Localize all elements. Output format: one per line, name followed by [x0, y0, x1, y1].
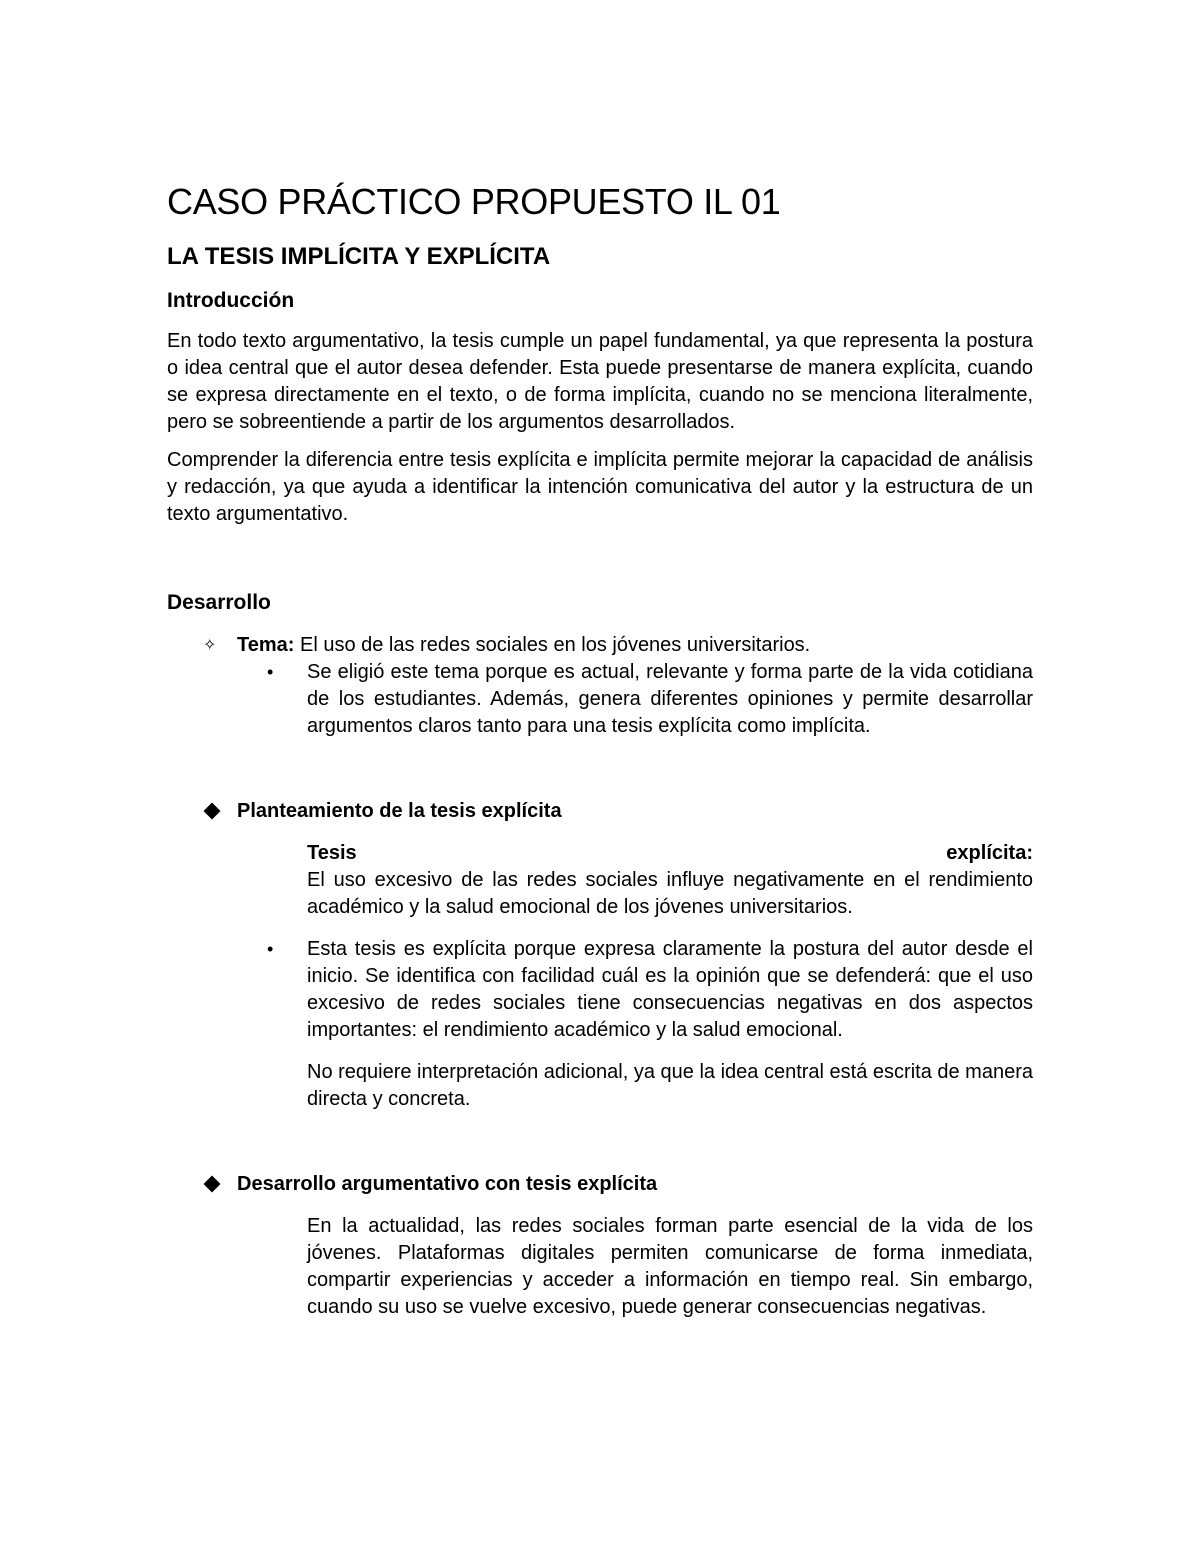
- document-page: [167, 180, 1033, 1321]
- argumentativo-heading: Desarrollo argumentativo con tesis explícita: [237, 1173, 658, 1195]
- tesis-statement: El uso excesivo de las redes sociales influye negativamente en el rendimiento académico y la salud emocional de los jóvenes universitarios.: [307, 869, 1033, 918]
- argumentativo-list-item: [167, 1171, 1033, 1198]
- tesis-note: No requiere interpretación adicional, ya que la idea central está escrita de manera directa y concreta.: [307, 1061, 1033, 1110]
- tema-reason-item: [167, 659, 1033, 740]
- four-star-bullet-icon: ✧: [203, 637, 217, 654]
- planteamiento-heading: Planteamiento de la tesis explícita: [237, 800, 562, 822]
- tesis-label-word-1: Tesis: [307, 842, 357, 864]
- tesis-block: [167, 840, 1033, 921]
- diamond-bullet-icon: [203, 1171, 233, 1198]
- argumentativo-paragraph: En la actualidad, las redes sociales forman parte esencial de la vida de los jóvenes. Plataformas digitales permiten comunicarse de forma inmediata, compartir experiencias y acceder a información en tiempo real. Sin embargo, cuando su uso se vuelve excesivo, puede generar consecuencias negativas.: [307, 1215, 1033, 1318]
- desarrollo-heading: Desarrollo: [167, 591, 271, 614]
- intro-paragraph-2: Comprender la diferencia entre tesis explícita e implícita permite mejorar la capacidad de análisis y redacción, ya que ayuda a identificar la intención comunicativa del autor y la estructura de un texto argumentativo.: [167, 449, 1033, 525]
- tema-text: El uso de las redes sociales en los jóvenes universitarios.: [294, 634, 811, 656]
- dot-bullet-icon: •: [267, 662, 274, 682]
- document-title: CASO PRÁCTICO PROPUESTO IL 01: [167, 181, 781, 222]
- tema-label: Tema:: [237, 634, 295, 656]
- intro-heading: Introducción: [167, 289, 295, 312]
- dot-bullet-icon: •: [267, 939, 274, 959]
- tesis-explanation-text: Esta tesis es explícita porque expresa claramente la postura del autor desde el inicio. Se identifica con facilidad cuál es la opinión que se defenderá: que el uso excesivo de redes sociales tiene consecuencias negativas en dos aspectos importantes: el rendimiento académico y la salud emocional.: [307, 938, 1033, 1041]
- tesis-explanation-item: [167, 936, 1033, 1044]
- diamond-bullet-icon: [203, 798, 233, 825]
- tesis-label-word-2: explícita:: [946, 842, 1033, 864]
- tesis-label-row: [307, 840, 1033, 867]
- planteamiento-list-item: [167, 798, 1033, 825]
- document-subtitle: LA TESIS IMPLÍCITA Y EXPLÍCITA: [167, 243, 551, 270]
- intro-paragraph-1: En todo texto argumentativo, la tesis cumple un papel fundamental, ya que representa la postura o idea central que el autor desea defender. Esta puede presentarse de manera explícita, cuando se expresa directamente en el texto, o de forma implícita, cuando no se menciona literalmente, pero se sobreentiende a partir de los argumentos desarrollados.: [167, 330, 1033, 433]
- tema-reason-text: Se eligió este tema porque es actual, relevante y forma parte de la vida cotidiana de los estudiantes. Además, genera diferentes opiniones y permite desarrollar argumentos claros tanto para una tesis explícita como implícita.: [307, 661, 1033, 737]
- tema-list-item: [167, 632, 1033, 659]
